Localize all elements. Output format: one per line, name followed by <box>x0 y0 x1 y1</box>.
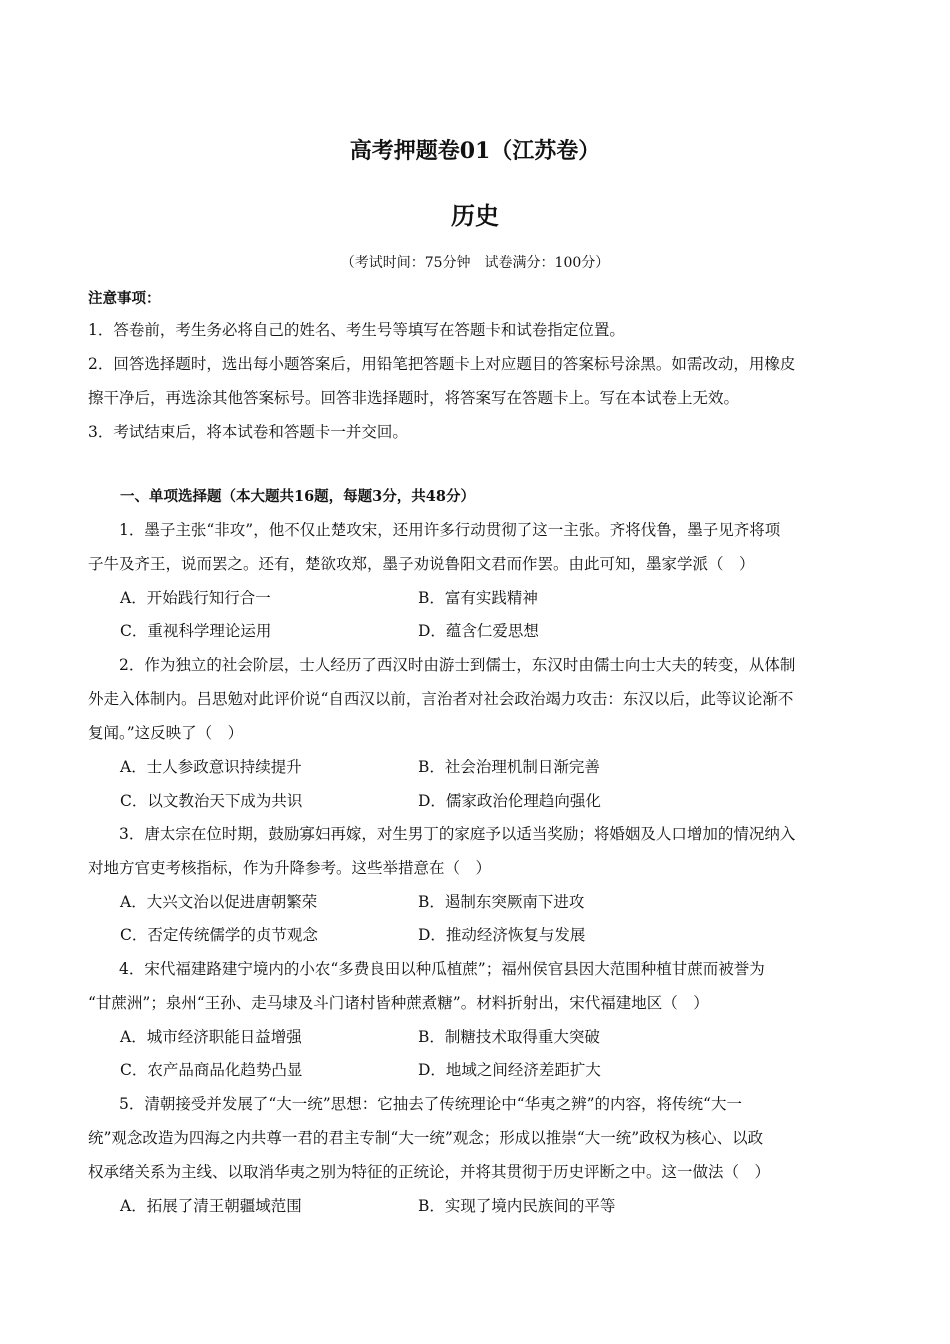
option-c[interactable]: C．重视科学理论运用 <box>120 622 272 640</box>
question-text: “甘蔗洲”；泉州“王孙、走马埭及斗门诸村皆种蔗煮糖”。材料折射出，宋代福建地区（ ） <box>88 994 709 1012</box>
option-d[interactable]: D．儒家政治伦理趋向强化 <box>418 792 601 810</box>
question-text: 2．作为独立的社会阶层，士人经历了西汉时由游士到儒士，东汉时由儒士向士大夫的转变，从体制 <box>88 656 796 674</box>
option-a[interactable]: A．大兴文治以促进唐朝繁荣 <box>120 893 318 911</box>
option-c[interactable]: C．以文教治天下成为共识 <box>120 792 303 810</box>
notice-item: 擦干净后，再选涂其他答案标号。回答非选择题时，将答案写在答题卡上。写在本试卷上无效。 <box>88 389 740 407</box>
option-d[interactable]: D．地域之间经济差距扩大 <box>418 1061 601 1079</box>
option-b[interactable]: B．富有实践精神 <box>418 589 538 607</box>
option-b[interactable]: B．制糖技术取得重大突破 <box>418 1028 600 1046</box>
question-text: 3．唐太宗在位时期，鼓励寡妇再嫁，对生男丁的家庭予以适当奖励；将婚姻及人口增加的情况纳入 <box>88 825 796 843</box>
option-a[interactable]: A．拓展了清王朝疆域范围 <box>120 1197 302 1215</box>
option-b[interactable]: B．实现了境内民族间的平等 <box>418 1197 616 1215</box>
question-text: 统”观念改造为四海之内共尊一君的君主专制“大一统”观念；形成以推崇“大一统”政权为核心、以政 <box>88 1129 764 1147</box>
notice-item: 3．考试结束后，将本试卷和答题卡一并交回。 <box>88 423 408 441</box>
question-text: 子牛及齐王，说而罢之。还有，楚欲攻郑，墨子劝说鲁阳文君而作罢。由此可知，墨家学派（ ） <box>88 555 755 573</box>
option-a[interactable]: A．士人参政意识持续提升 <box>120 758 302 776</box>
question-text: 对地方官吏考核指标，作为升降参考。这些举措意在（ ） <box>88 859 492 877</box>
option-b[interactable]: B．社会治理机制日渐完善 <box>418 758 600 776</box>
option-a[interactable]: A．开始践行知行合一 <box>120 589 271 607</box>
exam-title: 高考押题卷01（江苏卷） <box>349 138 601 164</box>
question-text: 5．清朝接受并发展了“大一统”思想：它抽去了传统理论中“华夷之辨”的内容，将传统“大一 <box>88 1095 742 1113</box>
question-text: 复闻。”这反映了（ ） <box>88 724 244 742</box>
option-a[interactable]: A．城市经济职能日益增强 <box>120 1028 302 1046</box>
question-text: 1．墨子主张“非攻”，他不仅止楚攻宋，还用许多行动贯彻了这一主张。齐将伐鲁，墨子见齐将项 <box>88 521 781 539</box>
exam-info: （考试时间：75分钟 试卷满分：100分） <box>340 255 610 271</box>
option-d[interactable]: D．推动经济恢复与发展 <box>418 926 586 944</box>
option-d[interactable]: D．蕴含仁爱思想 <box>418 622 539 640</box>
option-c[interactable]: C．农产品商品化趋势凸显 <box>120 1061 303 1079</box>
option-c[interactable]: C．否定传统儒学的贞节观念 <box>120 926 318 944</box>
subject-title: 历史 <box>451 201 499 230</box>
section-heading: 一、单项选择题（本大题共16题，每题3分，共48分） <box>120 488 475 505</box>
question-text: 外走入体制内。吕思勉对此评价说“自西汉以前，言治者对社会政治竭力攻击：东汉以后，此等议论渐不 <box>88 690 794 708</box>
option-b[interactable]: B．遏制东突厥南下进攻 <box>418 893 585 911</box>
question-text: 4．宋代福建路建宁境内的小农“多费良田以种瓜植蔗”；福州侯官县因大范围种植甘蔗而被誉为 <box>88 960 765 978</box>
notice-heading: 注意事项： <box>88 290 161 307</box>
notice-item: 1．答卷前，考生务必将自己的姓名、考生号等填写在答题卡和试卷指定位置。 <box>88 321 625 339</box>
notice-item: 2．回答选择题时，选出每小题答案后，用铅笔把答题卡上对应题目的答案标号涂黑。如需改动，用橡皮 <box>88 355 796 373</box>
question-text: 权承绪关系为主线、以取消华夷之别为特征的正统论，并将其贯彻于历史评断之中。这一做法（ ） <box>88 1163 771 1181</box>
